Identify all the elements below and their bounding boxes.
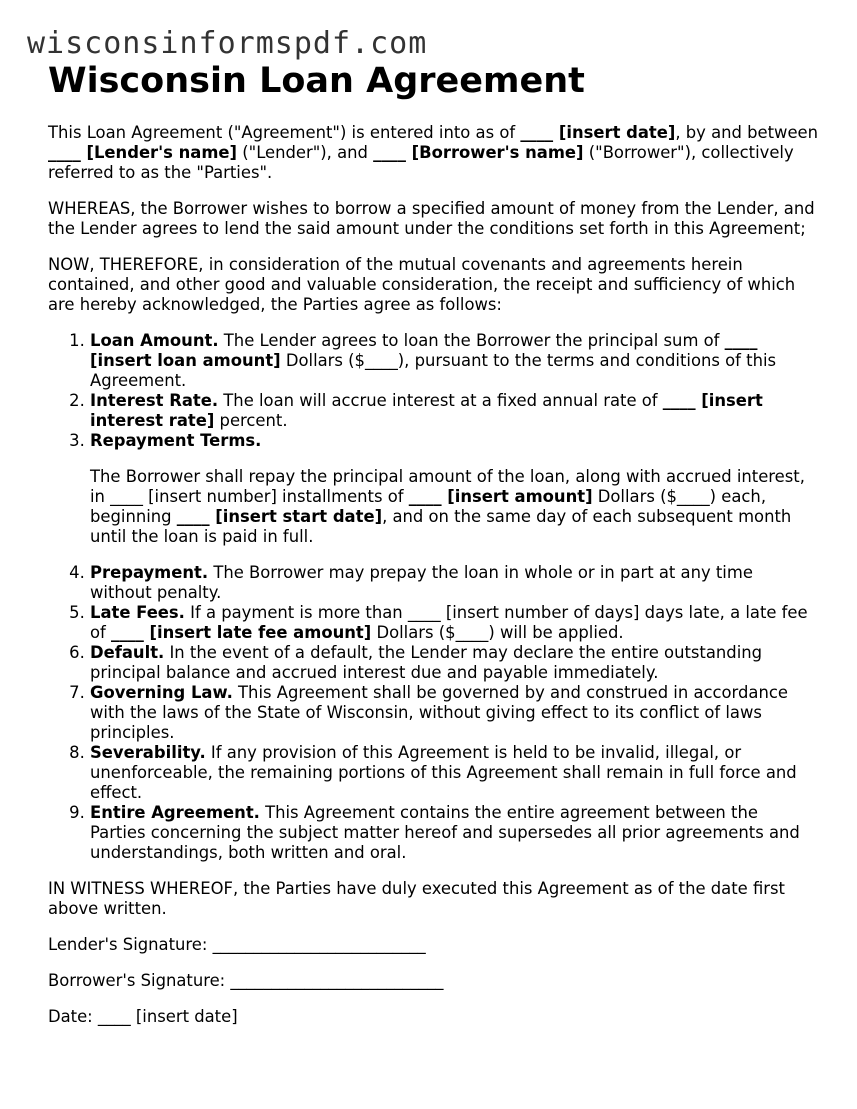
document-title: Wisconsin Loan Agreement xyxy=(48,61,585,101)
intro-text: , by and between xyxy=(675,123,819,142)
date-line: Date: ____ [insert date] xyxy=(48,1007,238,1026)
intro-paragraph xyxy=(48,123,818,183)
term-text: If a payment is more than ____ [insert number of days] days late, a late fee of xyxy=(90,603,808,642)
term-heading: Governing Law. xyxy=(90,683,233,702)
term-governing-law xyxy=(90,683,818,743)
intro-text: ("Lender"), and xyxy=(237,143,374,162)
intro-text: ("Borrower"), collectively referred to as the "Parties". xyxy=(48,143,794,182)
late-fee-placeholder: ____ [insert late fee amount] xyxy=(111,623,372,642)
terms-list xyxy=(48,331,818,863)
term-heading: Prepayment. xyxy=(90,563,209,582)
lender-signature-line: Lender's Signature: __________________________ xyxy=(48,935,426,954)
term-text: percent. xyxy=(214,411,288,430)
term-text: The loan will accrue interest at a fixed annual rate of xyxy=(218,391,663,410)
borrower-signature-line: Borrower's Signature: __________________________ xyxy=(48,971,444,990)
term-text: The Lender agrees to loan the Borrower the principal sum of xyxy=(218,331,725,350)
term-text: The Borrower shall repay the principal amount of the loan, along with accrued interest, in ____ [insert number] installments of xyxy=(90,467,805,506)
agreement-body xyxy=(48,123,818,1043)
repayment-paragraph xyxy=(90,467,818,547)
term-text: This Agreement contains the entire agreement between the Parties concerning the subject matter hereof and supersedes all prior agreements and understandings, both written and oral. xyxy=(90,803,800,862)
term-heading: Interest Rate. xyxy=(90,391,219,410)
term-text: In the event of a default, the Lender may declare the entire outstanding principal balance and accrued interest due and payable immediately. xyxy=(90,643,763,682)
term-loan-amount xyxy=(90,331,818,391)
term-text: Dollars ($____) each, beginning xyxy=(90,487,767,526)
term-default xyxy=(90,643,818,683)
term-heading: Severability. xyxy=(90,743,206,762)
whereas-paragraph: WHEREAS, the Borrower wishes to borrow a specified amount of money from the Lender, and the Lender agrees to lend the said amount under the conditions set forth in this Agreement; xyxy=(48,199,815,238)
term-heading: Entire Agreement. xyxy=(90,803,260,822)
borrower-name-placeholder: ____ [Borrower's name] xyxy=(373,143,584,162)
witness-paragraph: IN WITNESS WHEREOF, the Parties have duly executed this Agreement as of the date first above written. xyxy=(48,879,785,918)
site-watermark: wisconsinformspdf.com xyxy=(27,26,428,61)
term-heading: Late Fees. xyxy=(90,603,185,622)
term-text: If any provision of this Agreement is held to be invalid, illegal, or unenforceable, the remaining portions of this Agreement shall remain in full force and effect. xyxy=(90,743,797,802)
term-text: The Borrower may prepay the loan in whole or in part at any time without penalty. xyxy=(90,563,753,602)
term-interest-rate xyxy=(90,391,818,431)
term-text: Dollars ($____) will be applied. xyxy=(371,623,624,642)
term-heading: Loan Amount. xyxy=(90,331,219,350)
start-date-placeholder: ____ [insert start date] xyxy=(176,507,383,526)
term-heading: Default. xyxy=(90,643,165,662)
loan-amount-placeholder: ____ [insert loan amount] xyxy=(90,331,758,370)
now-therefore-paragraph: NOW, THEREFORE, in consideration of the mutual covenants and agreements herein contained, and other good and valuable consideration, the receipt and sufficiency of which are hereby acknowledged, the Parties agree as follows: xyxy=(48,255,796,314)
interest-rate-placeholder: ____ [insert interest rate] xyxy=(90,391,763,430)
intro-text: This Loan Agreement ("Agreement") is entered into as of xyxy=(48,123,521,142)
term-prepayment xyxy=(90,563,818,603)
term-severability xyxy=(90,743,818,803)
term-entire-agreement xyxy=(90,803,818,863)
date-placeholder: ____ [insert date] xyxy=(520,123,676,142)
term-repayment xyxy=(90,431,818,547)
term-heading: Repayment Terms. xyxy=(90,431,262,450)
term-text: , and on the same day of each subsequent month until the loan is paid in full. xyxy=(90,507,792,546)
installment-amount-placeholder: ____ [insert amount] xyxy=(408,487,593,506)
lender-name-placeholder: ____ [Lender's name] xyxy=(48,143,238,162)
term-text: This Agreement shall be governed by and construed in accordance with the laws of the State of Wisconsin, without giving effect to its conflict of laws principles. xyxy=(90,683,788,742)
term-text: Dollars ($____), pursuant to the terms and conditions of this Agreement. xyxy=(90,351,777,390)
term-late-fees xyxy=(90,603,818,643)
